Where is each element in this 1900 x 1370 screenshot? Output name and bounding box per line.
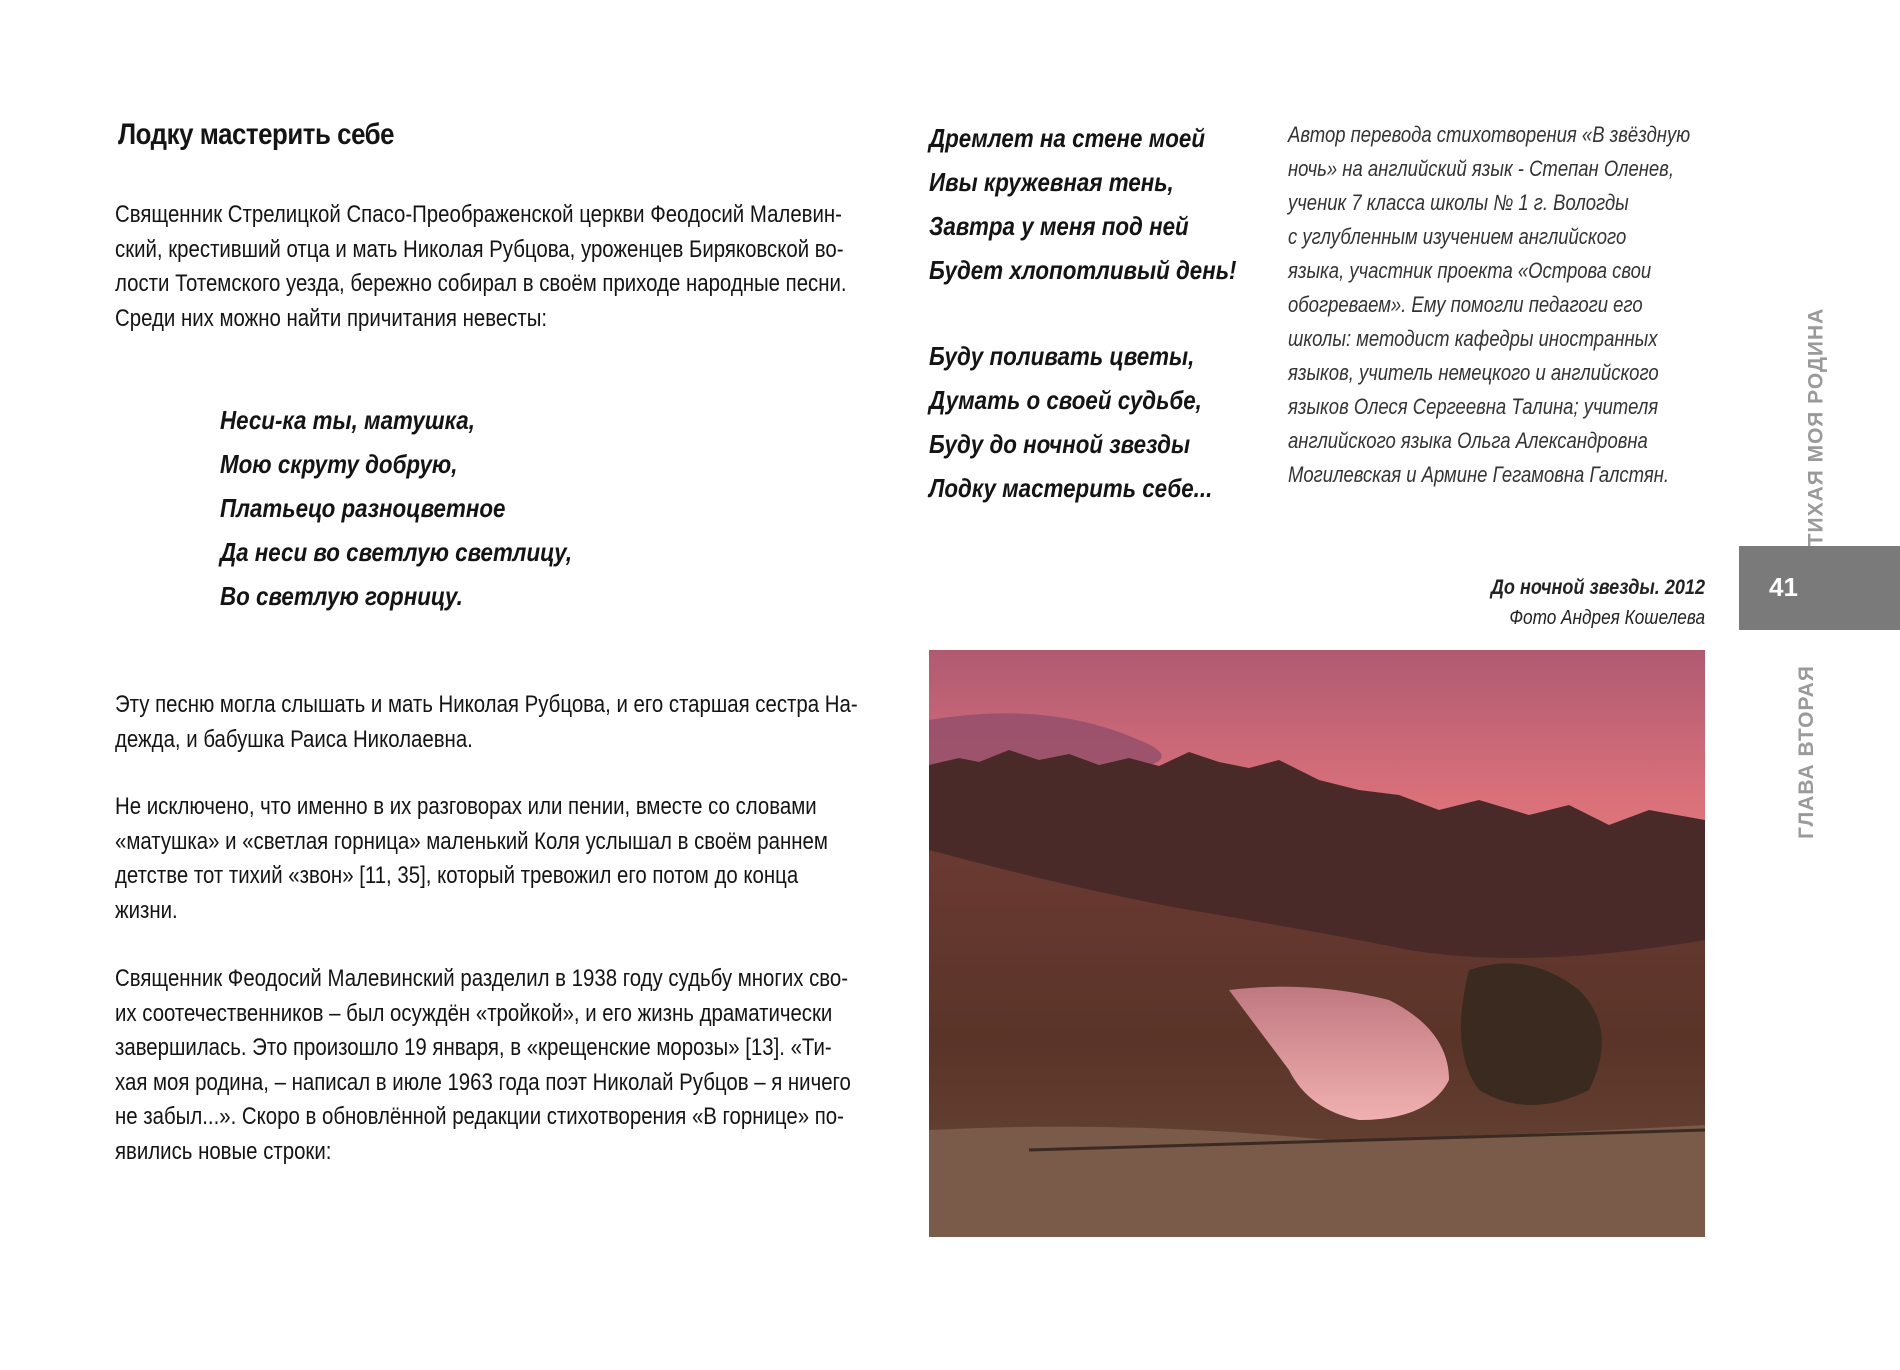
- chapter-title-vertical: ГЛАВА ВТОРАЯ: [1794, 665, 1818, 839]
- note-line: языков Олеся Сергеевна Талина; учителя: [1288, 394, 1659, 419]
- note-line: ночь» на английский язык - Степан Оленев,: [1288, 156, 1674, 181]
- text-line: Священник Феодосий Малевинский разделил в 1938 году судьбу многих сво-: [115, 965, 849, 992]
- verse-line: Буду до ночной звезды: [929, 429, 1191, 459]
- note-line: языков, учитель немецкого и английского: [1288, 360, 1659, 385]
- text-line: ский, крестивший отца и мать Николая Рубцова, уроженцев Биряковской во-: [115, 235, 844, 263]
- verse-line: Буду поливать цветы,: [929, 341, 1195, 371]
- text-line: дежда, и бабушка Раиса Николаевна.: [115, 725, 473, 753]
- text-line: хая моя родина, – написал в июле 1963 года поэт Николай Рубцов – я ничего: [115, 1068, 851, 1096]
- verse-line: Платьецо разноцветное: [220, 493, 506, 523]
- verse-line: Думать о своей судьбе,: [929, 385, 1202, 415]
- verse-line: Дремлет на стене моей: [929, 123, 1205, 153]
- translator-note: [1288, 118, 1690, 492]
- verse-line: Ивы кружевная тень,: [929, 167, 1174, 197]
- verse-line: Мою скруту добрую,: [220, 449, 458, 479]
- photo-title: До ночной звезды. 2012: [1490, 576, 1705, 599]
- photo-caption: [1456, 573, 1705, 633]
- text-line: завершилась. Это произошло 19 января, в «крещенские морозы» [13]. «Ти-: [115, 1034, 832, 1061]
- verse-line: Неси-ка ты, матушка,: [220, 405, 475, 435]
- page-number: 41: [1769, 572, 1798, 602]
- paragraph-4: [115, 962, 851, 1169]
- section-title-vertical: ТИХАЯ МОЯ РОДИНА: [1804, 307, 1828, 547]
- poem-stanza-2: [929, 334, 1212, 510]
- verse-line: Завтра у меня под ней: [929, 211, 1189, 241]
- note-line: языка, участник проекта «Острова свои: [1288, 258, 1652, 283]
- text-line: Эту песню могла слышать и мать Николая Рубцова, и его старшая сестра На-: [115, 691, 858, 718]
- poem-stanza-1: [929, 116, 1236, 292]
- note-line: английского языка Ольга Александровна: [1288, 428, 1648, 453]
- text-line: детстве тот тихий «звон» [11, 35], который тревожил его потом до конца: [115, 862, 799, 889]
- verse-line: Лодку мастерить себе...: [929, 473, 1213, 503]
- verse-line: Да неси во светлую светлицу,: [220, 537, 573, 567]
- note-line: Могилевская и Армине Гегамовна Галстян.: [1288, 462, 1670, 487]
- page-number-tab: [1739, 546, 1900, 630]
- page-heading: Лодку мастерить себе: [118, 118, 395, 151]
- text-line: Не исключено, что именно в их разговорах или пении, вместе со словами: [115, 793, 817, 820]
- verse-line: Будет хлопотливый день!: [929, 255, 1237, 285]
- note-line: с углубленным изучением английского: [1288, 224, 1627, 249]
- text-line: явились новые строки:: [115, 1137, 332, 1165]
- sunset-landscape-photo: [929, 650, 1705, 1237]
- paragraph-3: [115, 790, 828, 928]
- note-line: ученик 7 класса школы № 1 г. Вологды: [1288, 190, 1629, 215]
- text-line: Священник Стрелицкой Спасо-Преображенской церкви Феодосий Малевин-: [115, 201, 842, 228]
- text-line: жизни.: [115, 896, 178, 924]
- paragraph-2: [115, 688, 858, 757]
- lament-verse: [220, 398, 572, 618]
- photo-credit: Фото Андрея Кошелева: [1509, 607, 1705, 629]
- paragraph-1: [115, 198, 847, 336]
- note-line: Автор перевода стихотворения «В звёздную: [1288, 122, 1691, 147]
- text-line: их соотечественников – был осуждён «тройкой», и его жизнь драматически: [115, 999, 833, 1027]
- text-line: «матушка» и «светлая горница» маленький Коля услышал в своём раннем: [115, 827, 828, 855]
- note-line: школы: методист кафедры иностранных: [1288, 326, 1658, 351]
- verse-line: Во светлую горницу.: [220, 581, 463, 611]
- text-line: не забыл...». Скоро в обновлённой редакции стихотворения «В горнице» по-: [115, 1103, 844, 1130]
- text-line: лости Тотемского уезда, бережно собирал в своём приходе народные песни.: [115, 270, 847, 297]
- note-line: обогреваем». Ему помогли педагоги его: [1288, 292, 1643, 317]
- text-line: Среди них можно найти причитания невесты:: [115, 304, 548, 332]
